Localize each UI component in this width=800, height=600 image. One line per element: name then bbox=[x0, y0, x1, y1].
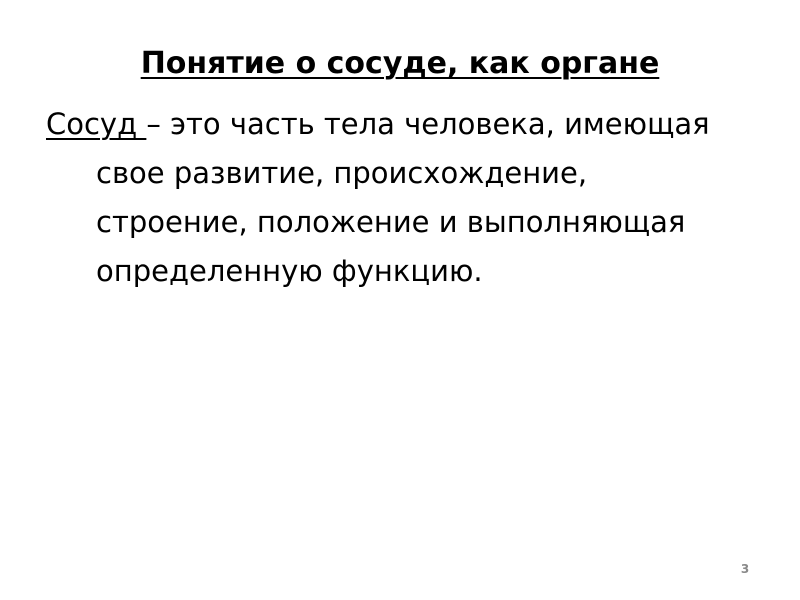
definition-text: это часть тела человека, имеющая свое развитие, происхождение, строение, положение и выполняющая определенную функцию. bbox=[96, 107, 710, 288]
slide-title-text: Понятие о сосуде, как органе bbox=[140, 46, 660, 81]
definition-paragraph bbox=[46, 100, 736, 296]
definition-dash: – bbox=[146, 107, 161, 141]
page-number: 3 bbox=[740, 562, 750, 576]
definition-term: Сосуд bbox=[46, 107, 147, 141]
slide-title bbox=[0, 42, 800, 86]
